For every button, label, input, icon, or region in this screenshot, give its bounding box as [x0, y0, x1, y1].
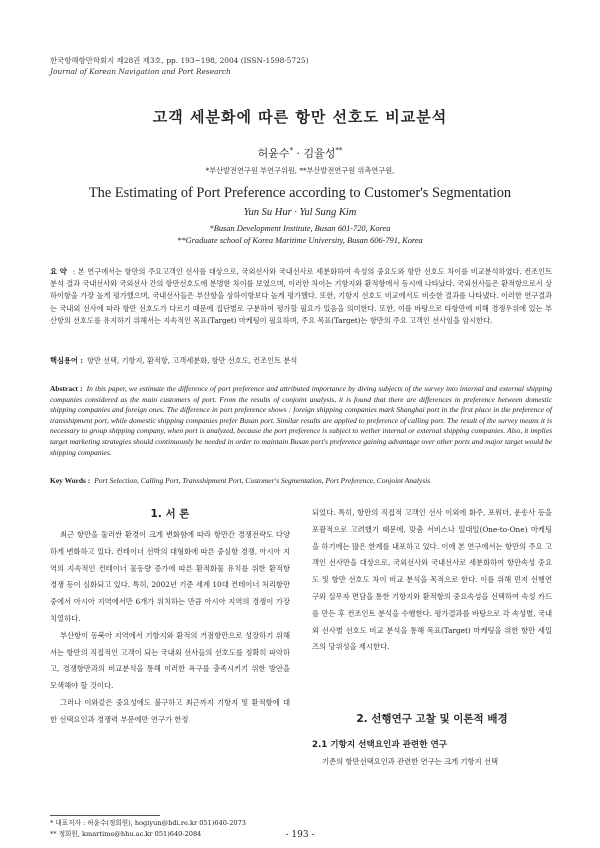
keywords-korean	[50, 356, 552, 366]
journal-name-en: Journal of Korean Navigation and Port Research	[50, 67, 231, 76]
author-ko-1-mark: *	[289, 146, 293, 155]
abstract-ko-label: 요 약	[50, 267, 67, 276]
title-english: The Estimating of Port Preference according to Customer's Segmentation	[88, 185, 512, 201]
keywords-english	[50, 476, 552, 485]
abstract-en-label: Abstract :	[50, 384, 83, 393]
affiliation-en-1: *Busan Development Institute, Busan 601-720, Korea	[209, 224, 391, 233]
section-1-paragraph-1: 최근 항만을 둘러싼 환경이 크게 변화함에 따라 항만간 경쟁전략도 다양하게 변화하고 있다. 컨테이너 선박의 대형화에 따른 중심항 경쟁, 아시아 지역의 지속적인 컨테이너 물동량 증가에 따른 환적화물 유치를 위한 환적항 경쟁 등이 심화되고 있다. 특히, 2002년 기준 세계 10대 컨테이너 처리항만 중에서 아시아 지역에서만 6개가 위치하는 만큼 아시아 지역의 경쟁이 가장 치열하다.	[50, 530, 290, 623]
author-ko-2-mark: **	[335, 146, 343, 155]
subsection-2-1-heading-wrap	[312, 738, 552, 750]
abstract-korean	[50, 266, 552, 327]
author-ko-2: 김율성	[303, 147, 336, 160]
footnote-divider	[50, 815, 160, 816]
keywords-ko-label: 핵심용어 :	[50, 356, 83, 365]
authors-korean	[0, 145, 600, 161]
section-2-heading: 2. 선행연구 고찰 및 이론적 배경	[356, 713, 508, 725]
authors-english: Yun Su Hur · Yul Sung Kim	[243, 207, 357, 218]
section-2-heading-wrap	[312, 711, 552, 726]
journal-citation-ko: 한국항해항만학회지 제28권 제3호, pp. 193~198, 2004 (ISSN-1598-5725)	[50, 56, 309, 65]
section-1-paragraph-3: 그러나 이와같은 중요성에도 불구하고 최근까지 기항지 및 환적항에 대한 선택요인과 경쟁력 부문에만 연구가 한정	[50, 697, 290, 724]
affiliation-english	[0, 223, 600, 247]
keywords-ko-text: 항만 선택, 기항지, 환적항, 고객세분화, 항만 선호도, 컨조인트 분석	[86, 356, 298, 365]
abstract-en-text: In this paper, we estimate the difference of port preference and attributed importance by diving subjects of the survey into internal and external shipping companies considered as the main customers of port. From the results of conjoint analysis, it is found that there are differences in preference between domestic shipping companies and foreign ones. The difference in port preference shows : foreign shipping companies mark Shanghai port in the first place in the preference of transshipment port, while domestic shipping companies prefer Busan port. Similar results are applied to preference of calling port. The result of the survey means it is necessary to group shipping company, when port is analyzed, because the port preference is subject to wether internal or external shipping companies. Also, it implies target marketing strategies should continuously be needed in order to maintain Busan port's preference gaining advantage over other ports and major target would be shipping companies.	[50, 384, 552, 457]
abstract-ko-text: : 본 연구에서는 항만의 주요고객인 선사를 대상으로, 국외선사와 국내선사로 세분화하여 속성의 중요도와 항만 선호도 차이를 비교분석하였다. 컨조인트 분석 결과 국내선사와 국외선사 간의 항만선호도에 분명한 차이를 보였으며, 이러한 차이는 기항지와 환적항에서 동시에 나타났다. 국외선사들은 환적항으로서 상하이항을 가장 높게 평가했으며, 국내선사들은 부산항을 상하이항보다 높게 평가했다. 또한, 기항지 선호도 비교에서도 비슷한 결과를 나타냈다. 이러한 연구결과는 국내외 선사에 따라 항만 선호도가 다르기 때문에 집단별로 구분하여 평가할 필요가 있음을 의미한다. 또한, 이를 바탕으로 타항만에 비해 경쟁우위에 있는 부산항의 선호도를 유지하기 위해서는 지속적인 목표(Target) 마케팅이 필요하며, 주요 목표(Target)는 항만의 주요 고객인 선사임을 암시한다.	[50, 267, 552, 325]
keywords-en-text: Port Selection, Calling Port, Transshipment Port, Customer's Segmentation, Port Preference, Conjoint Analysis	[94, 476, 431, 485]
left-column	[50, 527, 290, 729]
abstract-english	[50, 384, 552, 458]
right-paragraph-2: 기존의 항만선택요인과 관련한 연구는 크게 기항지 선택	[322, 757, 499, 766]
footnote-2: ** 정회원, kmartime@hhu.ac.kr 051)640-2084	[50, 830, 202, 838]
footnote-1: * 대표저자 : 허윤수(정회원), hogiyun@bdi.re.kr 051)640-2073	[50, 819, 246, 827]
journal-header	[50, 55, 309, 77]
affiliation-korean: *부산발전연구원 부연구위원, **부산발전연구원 위촉연구원,	[205, 166, 395, 175]
affiliation-en-2: **Graduate school of Korea Maritime University, Busan 606-791, Korea	[177, 236, 423, 245]
right-column-lower	[312, 754, 552, 771]
author-ko-1: 허윤수	[257, 147, 290, 160]
keywords-en-label: Key Words :	[50, 476, 91, 485]
right-paragraph-1: 되었다. 특히, 항만의 직접적 고객인 선사 이외에 화주, 포워더, 운송사 등을 포괄적으로 고려했기 때문에, 맞춤 서비스나 일대일(One-to-One) 마케팅을 하기에는 많은 한계를 내포하고 있다. 이에 본 연구에서는 항만의 주요 고객인 선사만을 대상으로, 국외선사와 국내선사로 세분화하여 항만속성 중요도 및 항만 선호도 차이 비교 분석을 목적으로 한다. 이를 위해 먼저 선행연구와 실무자 면담을 통한 기항지와 환적항의 중요속성을 선택하여 속성 카드를 만든 후 컨조인트 분석을 수행한다. 평가결과를 바탕으로 각 속성별, 국내외 선사별 선호도 비교 분석을 통해 목표(Target) 마케팅을 위한 항만 세일즈의 당위성을 제시한다.	[312, 508, 552, 652]
section-1-heading-wrap	[50, 506, 290, 521]
title-korean: 고객 세분화에 따른 항만 선호도 비교분석	[152, 108, 448, 126]
section-1-paragraph-2: 부산항이 동북아 지역에서 기항지와 환적의 거점항만으로 성장하기 위해서는 항만의 직접적인 고객이 되는 국내외 선사들의 선호도를 정확히 파악하고, 경쟁항만과의 비교분석을 통해 이러한 욕구를 충족시키기 위한 방안을 모색해야 할 것이다.	[50, 630, 290, 691]
author-ko-separator: ·	[293, 147, 304, 160]
right-column	[312, 505, 552, 656]
subsection-2-1-heading: 2.1 기항지 선택요인과 관련한 연구	[312, 740, 448, 750]
page-number: - 193 -	[285, 830, 315, 840]
section-1-heading: 1. 서 론	[150, 508, 190, 520]
